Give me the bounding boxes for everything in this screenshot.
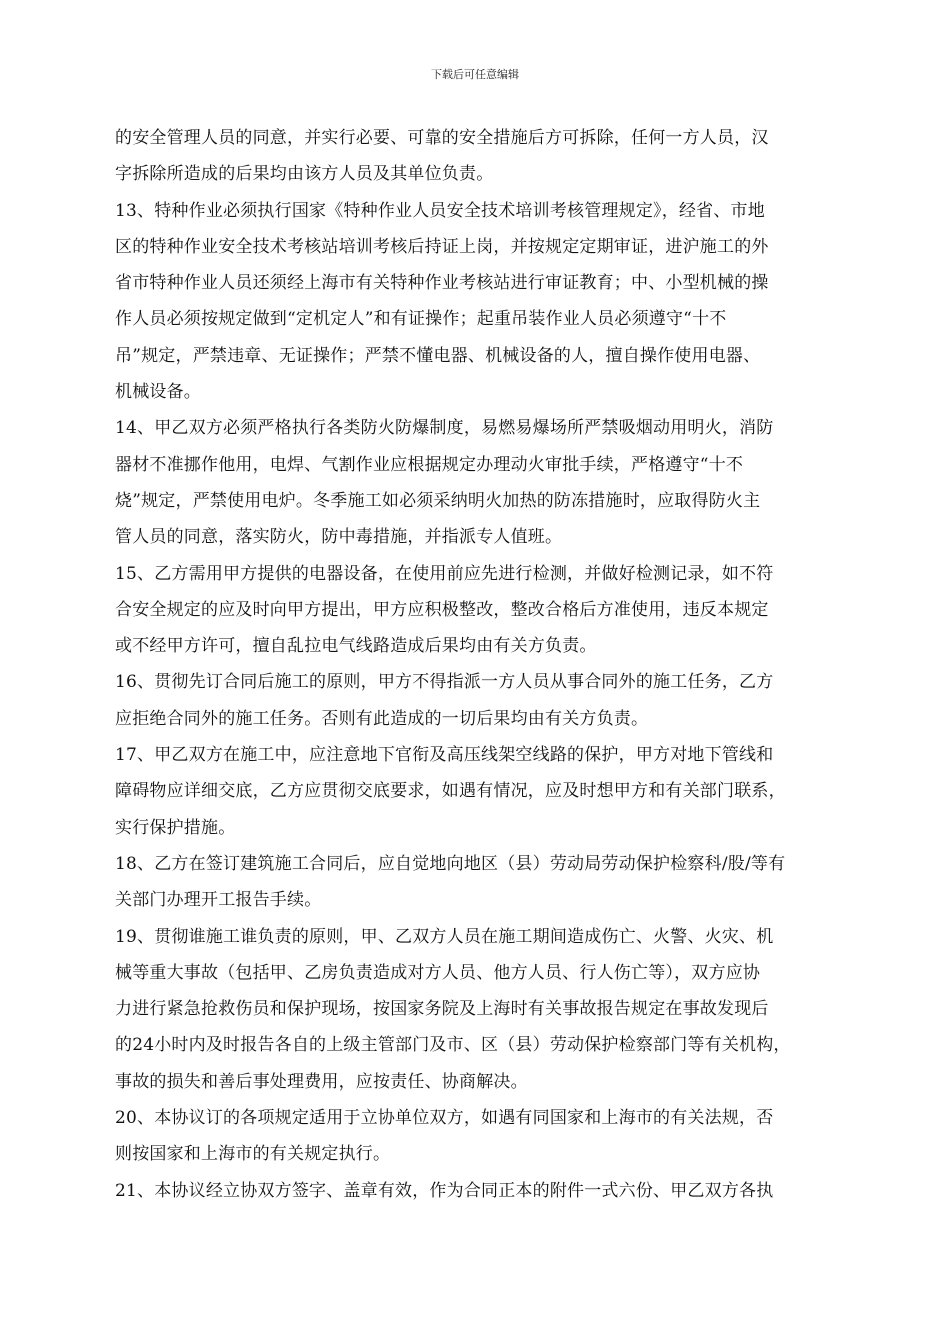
text-line: 的24小时内及时报告各自的上级主管部门及市、区（县）劳动保护检察部门等有关机构，: [115, 1035, 791, 1056]
text-line: 关部门办理开工报告手续。: [115, 890, 322, 911]
text-line: 事故的损失和善后事处理费用，应按责任、协商解决。: [115, 1071, 528, 1092]
text-line: 17、甲乙双方在施工中，应注意地下官衔及高压线架空线路的保护，甲方对地下管线和: [115, 745, 774, 766]
text-line: 18、乙方在签订建筑施工合同后，应自觉地向地区（县）劳动局劳动保护检察科/股/等有: [115, 853, 786, 874]
text-line: 实行保护措施。: [115, 817, 236, 838]
text-line: 或不经甲方许可，擅自乱拉电气线路造成后果均由有关方负责。: [115, 636, 597, 657]
text-line: 15、乙方需用甲方提供的电器设备，在使用前应先进行检测，并做好检测记录，如不符: [115, 563, 774, 584]
text-line: 省市特种作业人员还须经上海市有关特种作业考核站进行审证教育；中、小型机械的操: [115, 273, 769, 294]
text-line: 合安全规定的应及时向甲方提出，甲方应积极整改，整改合格后方准使用，违反本规定: [115, 599, 769, 620]
text-line: 作人员必须按规定做到“定机定人”和有证操作；起重吊装作业人员必须遵守“十不: [115, 309, 727, 330]
text-line: 20、本协议订的各项规定适用于立协单位双方，如遇有同国家和上海市的有关法规，否: [115, 1108, 774, 1129]
text-line: 机械设备。: [115, 382, 201, 403]
text-line: 21、本协议经立协双方签字、盖章有效，作为合同正本的附件一式六份、甲乙双方各执: [115, 1180, 774, 1201]
text-line: 械等重大事故（包括甲、乙房负责造成对方人员、他方人员、行人伤亡等），双方应协: [115, 962, 761, 983]
text-line: 吊”规定，严禁违章、无证操作；严禁不懂电器、机械设备的人，擅自操作使用电器、: [115, 345, 761, 366]
text-line: 13、特种作业必须执行国家《特种作业人员安全技术培训考核管理规定》，经省、市地: [115, 200, 765, 221]
text-line: 区的特种作业安全技术考核站培训考核后持证上岗，并按规定定期审证，进沪施工的外: [115, 236, 769, 257]
text-line: 则按国家和上海市的有关规定执行。: [115, 1144, 391, 1165]
text-line: 19、贯彻谁施工谁负责的原则，甲、乙双方人员在施工期间造成伤亡、火警、火灾、机: [115, 926, 774, 947]
text-line: 障碍物应详细交底，乙方应贯彻交底要求，如遇有情况，应及时想甲方和有关部门联系，: [115, 781, 786, 802]
page-header-note: 下载后可任意编辑: [431, 68, 519, 81]
text-line: 管人员的同意，落实防火，防中毒措施，并指派专人值班。: [115, 527, 563, 548]
text-line: 字拆除所造成的后果均由该方人员及其单位负责。: [115, 164, 494, 185]
text-line: 烧”规定，严禁使用电炉。冬季施工如必须采纳明火加热的防冻措施时，应取得防火主: [115, 490, 761, 511]
text-line: 应拒绝合同外的施工任务。否则有此造成的一切后果均由有关方负责。: [115, 708, 649, 729]
text-line: 器材不准挪作他用，电焊、气割作业应根据规定办理动火审批手续，严格遵守“十不: [115, 454, 744, 475]
text-line: 14、甲乙双方必须严格执行各类防火防爆制度，易燃易爆场所严禁吸烟动用明火，消防: [115, 418, 774, 439]
text-line: 力进行紧急抢救伤员和保护现场，按国家务院及上海时有关事故报告规定在事故发现后: [115, 999, 769, 1020]
document-body: [115, 120, 863, 1209]
text-line: 16、贯彻先订合同后施工的原则，甲方不得指派一方人员从事合同外的施工任务，乙方: [115, 672, 774, 693]
text-line: 的安全管理人员的同意，并实行必要、可靠的安全措施后方可拆除，任何一方人员，汉: [115, 128, 769, 148]
